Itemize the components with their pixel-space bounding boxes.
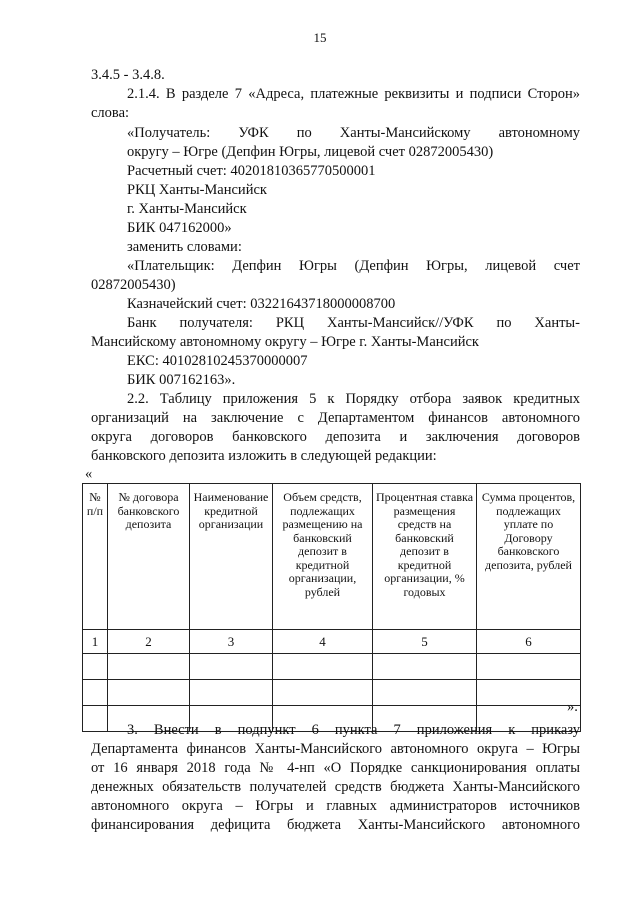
table-cell xyxy=(373,680,477,706)
table-cell xyxy=(83,654,108,680)
text-line: округа договоров банковского депозита и заключения договоров xyxy=(91,429,580,445)
text-line: ЕКС: 40102810245370000007 xyxy=(127,353,308,369)
text-line: слова: xyxy=(91,105,130,121)
table-cell xyxy=(273,654,373,680)
text-line: 2.1.4. В разделе 7 «Адреса, платежные реквизиты и подписи Сторон» xyxy=(127,86,580,102)
text-line: Казначейский счет: 03221643718000008700 xyxy=(127,296,396,312)
header-cell: № п/п xyxy=(83,484,108,630)
closing-quote: ». xyxy=(567,699,578,715)
text-line: банковского депозита изложить в следующей редакции: xyxy=(91,448,437,464)
header-cell: Объем средств, подлежащих размещению на банковский депозит в кредитной организации, рублей xyxy=(273,484,373,630)
table-cell xyxy=(83,680,108,706)
header-cell: Сумма процентов, подлежащих уплате по Договору банковского депозита, рублей xyxy=(477,484,581,630)
table-row xyxy=(83,680,581,706)
text-line: «Плательщик: Депфин Югры (Депфин Югры, лицевой счет xyxy=(127,258,580,274)
table-cell xyxy=(108,654,190,680)
table-cell: 6 xyxy=(477,630,581,654)
text-line: Банк получателя: РКЦ Ханты-Мансийск//УФК по Ханты- xyxy=(127,315,580,331)
text-line: организаций на заключение с Департаментом финансов автономного xyxy=(91,410,580,426)
header-cell: № договора банковского депозита xyxy=(108,484,190,630)
text-line: БИК 047162000» xyxy=(127,220,232,236)
table-cell xyxy=(477,654,581,680)
header-cell: Процентная ставка размещения средств на банковский депозит в кредитной организации, % годовых xyxy=(373,484,477,630)
text-line: г. Ханты-Мансийск xyxy=(127,201,247,217)
text-line: заменить словами: xyxy=(127,239,242,255)
text-line: от 16 января 2018 года № 4-нп «О Порядке санкционирования оплаты xyxy=(91,760,580,776)
text-line: РКЦ Ханты-Мансийск xyxy=(127,182,267,198)
table-cell xyxy=(190,654,273,680)
table-cell xyxy=(83,706,108,732)
deposit-table xyxy=(82,483,581,732)
text-line: 02872005430) xyxy=(91,277,176,293)
table-cell: 3 xyxy=(190,630,273,654)
text-line: «Получатель: УФК по Ханты-Мансийскому автономному xyxy=(127,125,580,141)
column-number-row xyxy=(83,630,581,654)
table-cell xyxy=(273,680,373,706)
text-line: округу – Югре (Депфин Югры, лицевой счет 02872005430) xyxy=(127,144,494,160)
page-number: 15 xyxy=(313,30,327,45)
table-cell: 4 xyxy=(273,630,373,654)
text-line: БИК 007162163». xyxy=(127,372,236,388)
table-cell xyxy=(477,680,581,706)
header-cell: Наименование кредитной организации xyxy=(190,484,273,630)
table-row xyxy=(83,654,581,680)
table-cell xyxy=(190,680,273,706)
table-cell: 1 xyxy=(83,630,108,654)
text-line: автономного округа – Югры и главных администраторов источников xyxy=(91,798,580,814)
text-line: 3. Внести в подпункт 6 пункта 7 приложения к приказу xyxy=(127,722,580,738)
text-line: финансирования дефицита бюджета Ханты-Мансийского автономного xyxy=(91,817,580,833)
table-header-row xyxy=(83,484,581,630)
text-line: 2.2. Таблицу приложения 5 к Порядку отбора заявок кредитных xyxy=(127,391,580,407)
text-line: Расчетный счет: 40201810365770500001 xyxy=(127,163,376,179)
text-line: Мансийскому автономному округу – Югре г. Ханты-Мансийск xyxy=(91,334,479,350)
table-cell: 5 xyxy=(373,630,477,654)
text-line: Департамента финансов Ханты-Мансийского автономного округа – Югры xyxy=(91,741,580,757)
table-cell: 2 xyxy=(108,630,190,654)
text-line: 3.4.5 - 3.4.8. xyxy=(91,67,165,83)
table-cell xyxy=(373,654,477,680)
table-cell xyxy=(108,680,190,706)
opening-quote: « xyxy=(85,466,93,482)
text-line: денежных обязательств получателей средств бюджета Ханты-Мансийского xyxy=(91,779,580,795)
